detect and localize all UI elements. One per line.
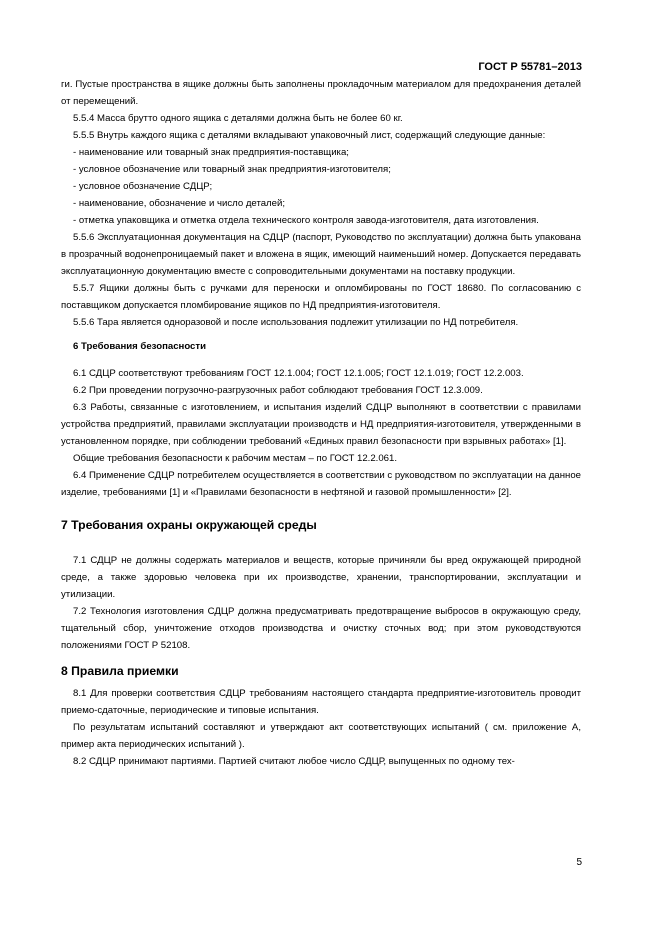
paragraph-6-3-b: Общие требования безопасности к рабочим местам – по ГОСТ 12.2.061. xyxy=(73,453,397,464)
paragraph-8-1-b: По результатам испытаний составляют и утверждают акт соответствующих испытаний ( см. приложение А, пример акта периодических испытаний ). xyxy=(61,722,581,750)
list-item: - наименование, обозначение и число деталей; xyxy=(73,198,286,209)
paragraph-continuation: ги. Пустые пространства в ящике должны быть заполнены прокладочным материалом для предохранения деталей от перемещений. xyxy=(61,79,581,107)
section-heading-7: 7 Требования охраны окружающей среды xyxy=(61,518,317,532)
document-header: ГОСТ Р 55781–2013 xyxy=(478,61,582,73)
list-item: - наименование или товарный знак предприятия-поставщика; xyxy=(73,147,349,158)
document-body xyxy=(61,76,581,770)
paragraph-8-1: 8.1 Для проверки соответствия СДЦР требованиям настоящего стандарта предприятие-изготовитель проводит приемо-сдаточные, периодические и типовые испытания. xyxy=(61,688,581,716)
paragraph-6-3: 6.3 Работы, связанные с изготовлением, и испытания изделий СДЦР выполняют в соответствии с правилами устройства предприятий, правилами эксплуатации производств и НД предприятия-изготовителя, утвержденными в установленном порядке, при соблюдении требований «Единых правил безопасности при взрывных работах» [1]. xyxy=(61,402,581,447)
paragraph-5-5-5: 5.5.5 Внутрь каждого ящика с деталями вкладывают упаковочный лист, содержащий следующие данные: xyxy=(73,130,546,141)
paragraph-5-5-7: 5.5.7 Ящики должны быть с ручками для переноски и опломбированы по ГОСТ 18680. По согласованию с поставщиком допускается пломбирование ящиков по НД предприятия-изготовителя. xyxy=(61,283,581,311)
paragraph-6-2: 6.2 При проведении погрузочно-разгрузочных работ соблюдают требования ГОСТ 12.3.009. xyxy=(73,385,483,396)
paragraph-5-5-6-b: 5.5.6 Тара является одноразовой и после использования подлежит утилизации по НД потребителя. xyxy=(73,317,519,328)
list-item: - условное обозначение или товарный знак предприятия-изготовителя; xyxy=(73,164,391,175)
section-heading-8: 8 Правила приемки xyxy=(61,664,179,678)
list-item: - отметка упаковщика и отметка отдела технического контроля завода-изготовителя, дата изготовления. xyxy=(73,215,539,226)
paragraph-7-2: 7.2 Технология изготовления СДЦР должна предусматривать предотвращение выбросов в окружающую среду, тщательный сбор, уничтожение отходов производства и очистку сточных вод; при этом руководствуются положениями ГОСТ Р 52108. xyxy=(61,606,581,651)
section-heading-6: 6 Требования безопасности xyxy=(73,341,206,352)
page-number: 5 xyxy=(576,857,582,868)
paragraph-5-5-4: 5.5.4 Масса брутто одного ящика с деталями должна быть не более 60 кг. xyxy=(73,113,403,124)
paragraph-6-1: 6.1 СДЦР соответствуют требованиям ГОСТ 12.1.004; ГОСТ 12.1.005; ГОСТ 12.1.019; ГОСТ 12.2.003. xyxy=(73,368,524,379)
paragraph-6-4: 6.4 Применение СДЦР потребителем осуществляется в соответствии с руководством по эксплуатации на данное изделие, требованиями [1] и «Правилами безопасности в нефтяной и газовой промышленности» [2]. xyxy=(61,470,581,498)
paragraph-7-1: 7.1 СДЦР не должны содержать материалов и веществ, которые причиняли бы вред окружающей природной среде, а также здоровью человека при их производстве, хранении, транспортировании, эксплуатации и утилизации. xyxy=(61,555,581,600)
list-item: - условное обозначение СДЦР; xyxy=(73,181,213,192)
paragraph-8-2: 8.2 СДЦР принимают партиями. Партией считают любое число СДЦР, выпущенных по одному тех- xyxy=(73,756,515,767)
paragraph-5-5-6-a: 5.5.6 Эксплуатационная документация на СДЦР (паспорт, Руководство по эксплуатации) должна быть упакована в прозрачный водонепроницаемый пакет и вложена в ящик, имеющий наименьший номер. Допускается передавать эксплуатационную документацию вместе с сопроводительными документами на поставку продукции. xyxy=(61,232,581,277)
